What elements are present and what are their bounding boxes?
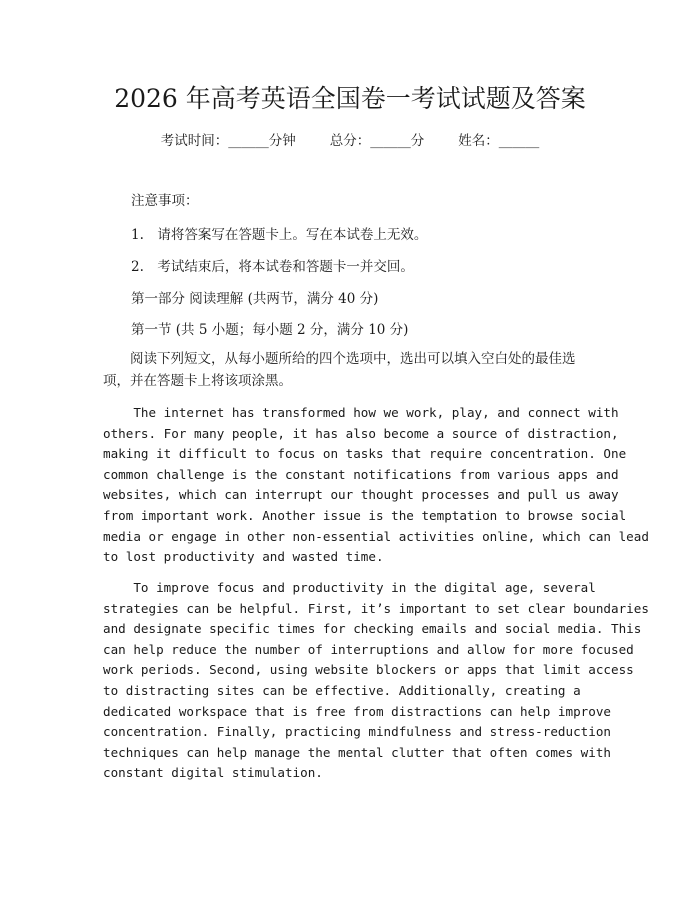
passage-line: media or engage in other non-essential activities online, which can lead xyxy=(103,528,649,544)
passage-line: work periods. Second, using website blockers or apps that limit access xyxy=(103,662,634,678)
reading-instruction xyxy=(103,348,603,392)
passage-line: concentration. Finally, practicing mindfulness and stress-reduction xyxy=(103,724,611,740)
passage-line: The internet has transformed how we work, play, and connect with xyxy=(103,405,619,420)
instruction-line: 阅读下列短文，从每小题所给的四个选项中，选出可以填入空白处的最佳选 xyxy=(103,351,576,367)
passage-line: to distracting sites can be effective. Additionally, creating a xyxy=(103,682,581,698)
passage-line: common challenge is the constant notifications from various apps and xyxy=(103,466,619,482)
part-heading: 第一部分 阅读理解 (共两节，满分 40 分) xyxy=(131,291,379,307)
section-heading: 第一节 (共 5 小题；每小题 2 分，满分 10 分) xyxy=(131,322,409,338)
notice-item-1: 1. 请将答案写在答题卡上。写在本试卷上无效。 xyxy=(131,227,428,243)
student-name-field: 姓名：______ xyxy=(458,133,540,149)
passage-line: from important work. Another issue is the temptation to browse social xyxy=(103,507,627,523)
passage-line: to lost productivity and wasted time. xyxy=(103,549,384,565)
passage-line: To improve focus and productivity in the digital age, several xyxy=(103,580,596,595)
passage-line: constant digital stimulation. xyxy=(103,765,323,781)
total-score-field: 总分：______分 xyxy=(329,133,425,149)
exam-time-field: 考试时间：______分钟 xyxy=(160,133,296,149)
passage-line: can help reduce the number of interruptions and allow for more focused xyxy=(103,641,634,657)
passage-paragraph-2 xyxy=(103,578,649,784)
passage-line: dedicated workspace that is free from distractions can help improve xyxy=(103,703,611,719)
passage-line: making it difficult to focus on tasks that require concentration. One xyxy=(103,446,627,462)
passage-line: strategies can be helpful. First, it’s important to set clear boundaries xyxy=(103,600,649,616)
passage-line: and designate specific times for checking emails and social media. This xyxy=(103,621,642,637)
notice-item-2: 2. 考试结束后，将本试卷和答题卡一并交回。 xyxy=(131,259,414,275)
instruction-line: 项，并在答题卡上将该项涂黑。 xyxy=(103,373,292,389)
passage-line: others. For many people, it has also become a source of distraction, xyxy=(103,425,619,441)
passage-line: techniques can help manage the mental clutter that often comes with xyxy=(103,744,611,760)
passage-line: websites, which can interrupt our thought processes and pull us away xyxy=(103,487,619,503)
passage-paragraph-1 xyxy=(103,403,649,568)
notice-heading: 注意事项： xyxy=(131,193,199,209)
exam-info-line xyxy=(0,130,700,152)
page-title: 2026 年高考英语全国卷一考试试题及答案 xyxy=(114,84,586,113)
